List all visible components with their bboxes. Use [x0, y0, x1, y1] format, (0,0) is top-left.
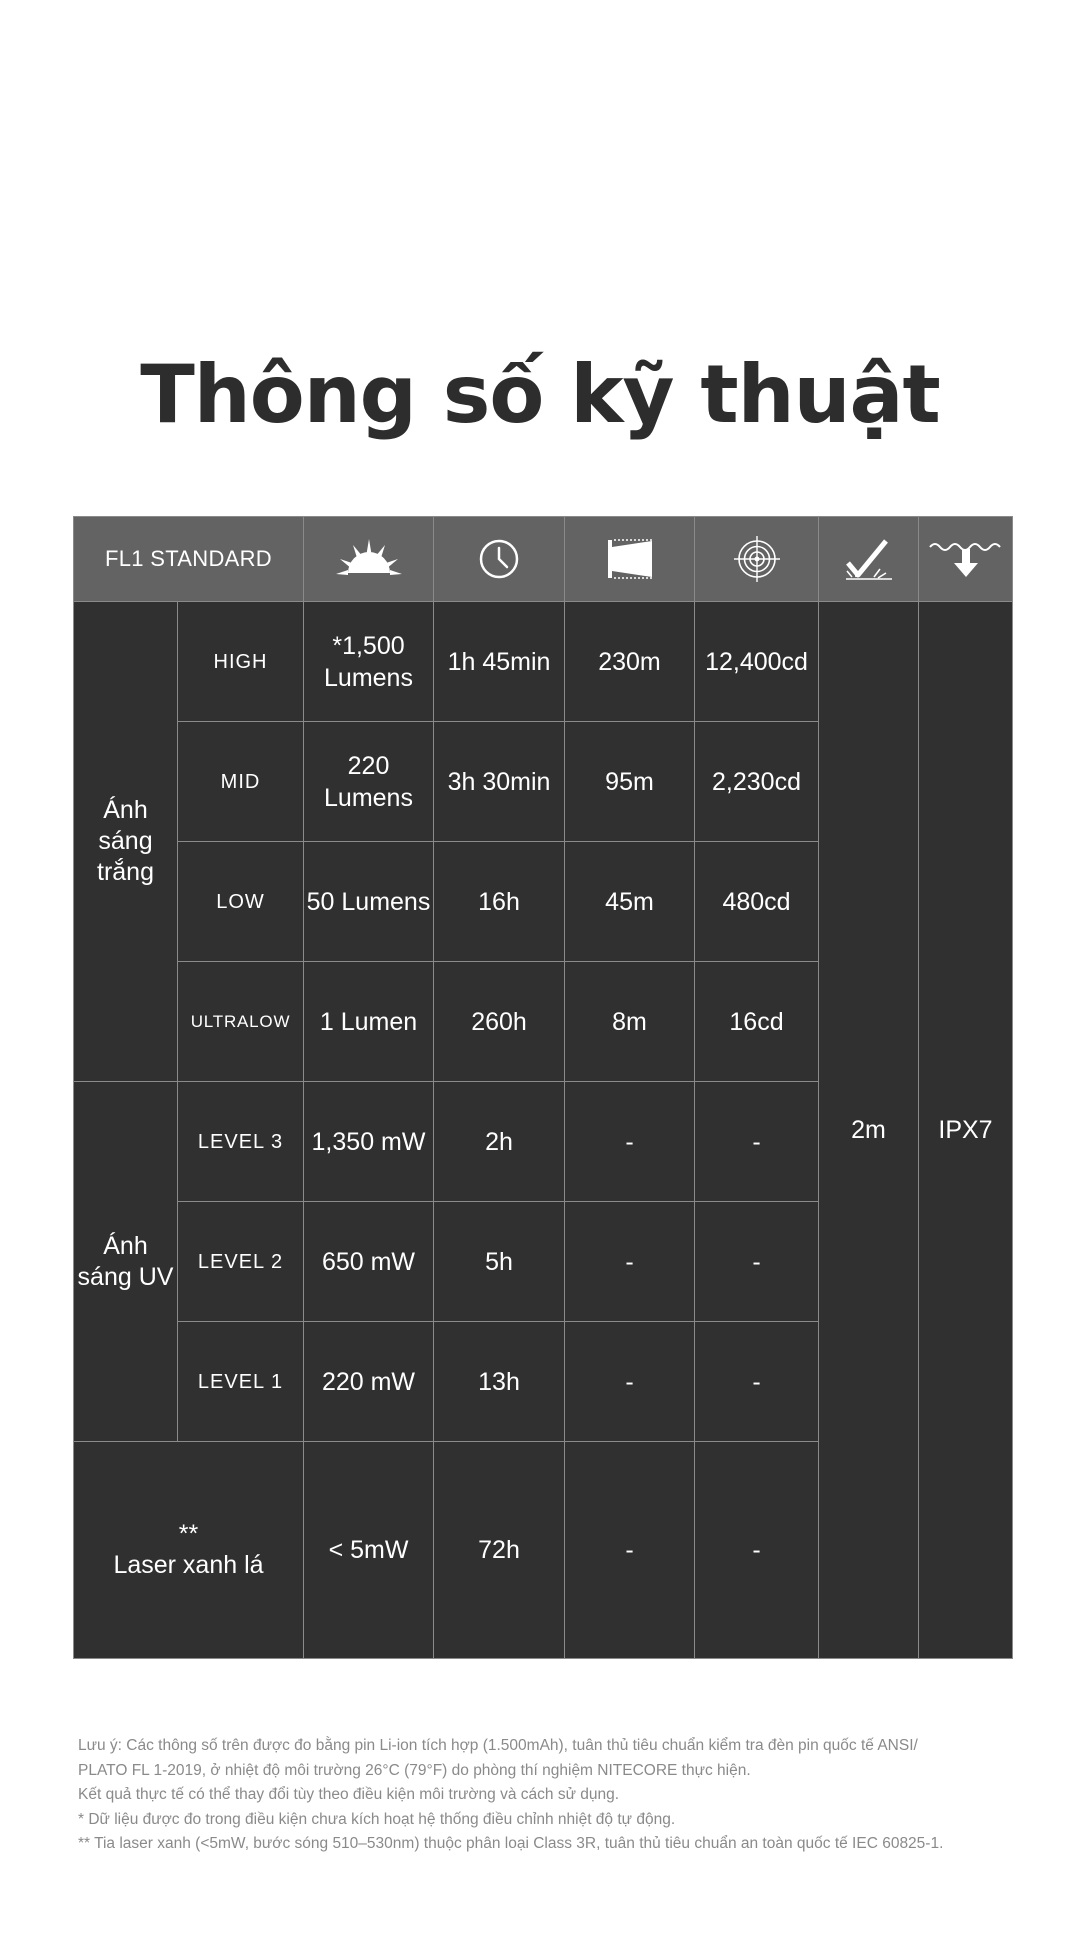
- runtime-clock-icon: [477, 537, 521, 581]
- distance-cell: -: [565, 1442, 695, 1659]
- mode-cell: MID: [178, 722, 304, 842]
- header-brightness: [304, 517, 434, 602]
- runtime-cell: 1h 45min: [434, 602, 565, 722]
- mode-cell: HIGH: [178, 602, 304, 722]
- distance-cell: 45m: [565, 842, 695, 962]
- mode-cell: LEVEL 3: [178, 1082, 304, 1202]
- table-row: [74, 602, 1013, 722]
- runtime-cell: 72h: [434, 1442, 565, 1659]
- runtime-cell: 3h 30min: [434, 722, 565, 842]
- note-line: * Dữ liệu được đo trong điều kiện chưa kích hoạt hệ thống điều chỉnh nhiệt độ tự động.: [78, 1810, 676, 1828]
- mode-cell: LOW: [178, 842, 304, 962]
- header-waterproof: [919, 517, 1013, 602]
- output-cell: 220 Lumens: [304, 722, 434, 842]
- header-peak-intensity: [695, 517, 819, 602]
- spec-table: [73, 516, 1012, 1659]
- intensity-cell: -: [695, 1082, 819, 1202]
- runtime-cell: 16h: [434, 842, 565, 962]
- footnotes: [78, 1734, 1038, 1857]
- header-impact-resistance: [819, 517, 919, 602]
- distance-cell: 230m: [565, 602, 695, 722]
- page-title: Thông số kỹ thuật: [140, 348, 940, 441]
- runtime-cell: 5h: [434, 1202, 565, 1322]
- mode-cell: LEVEL 2: [178, 1202, 304, 1322]
- intensity-cell: -: [695, 1442, 819, 1659]
- runtime-cell: 260h: [434, 962, 565, 1082]
- note-line: ** Tia laser xanh (<5mW, bước sóng 510–530nm) thuộc phân loại Class 3R, tuân thủ tiêu chuẩn an toàn quốc tế IEC 60825-1.: [78, 1835, 944, 1852]
- intensity-cell: -: [695, 1202, 819, 1322]
- laser-label: Laser xanh lá: [113, 1551, 264, 1579]
- distance-cell: 8m: [565, 962, 695, 1082]
- intensity-cell: 16cd: [695, 962, 819, 1082]
- intensity-cell: 12,400cd: [695, 602, 819, 722]
- waterproof-value: IPX7: [919, 602, 1013, 1659]
- group-green-laser: [74, 1442, 304, 1659]
- output-cell: *1,500 Lumens: [304, 602, 434, 722]
- group-white-light: Ánh sáng trắng: [74, 602, 178, 1082]
- mode-cell: ULTRALOW: [178, 962, 304, 1082]
- impact-resistance-value: 2m: [819, 602, 919, 1659]
- distance-cell: -: [565, 1322, 695, 1442]
- group-uv-light: Ánh sáng UV: [74, 1082, 178, 1442]
- header-model-label: FL1 STANDARD: [74, 517, 304, 602]
- runtime-cell: 2h: [434, 1082, 565, 1202]
- distance-cell: 95m: [565, 722, 695, 842]
- intensity-cell: 2,230cd: [695, 722, 819, 842]
- note-line: Lưu ý: Các thông số trên được đo bằng pin Li-ion tích hợp (1.500mAh), tuân thủ tiêu chuẩn kiểm tra đèn pin quốc tế ANSI/: [78, 1737, 918, 1754]
- brightness-icon: [334, 537, 404, 581]
- output-cell: 1 Lumen: [304, 962, 434, 1082]
- beam-distance-icon: [605, 537, 655, 581]
- output-cell: 220 mW: [304, 1322, 434, 1442]
- impact-resistance-icon: [844, 537, 894, 581]
- output-cell: < 5mW: [304, 1442, 434, 1659]
- note-line: Kết quả thực tế có thể thay đổi tùy theo điều kiện môi trường và cách sử dụng.: [78, 1786, 620, 1803]
- output-cell: 50 Lumens: [304, 842, 434, 962]
- intensity-cell: -: [695, 1322, 819, 1442]
- header-beam-distance: [565, 517, 695, 602]
- distance-cell: -: [565, 1082, 695, 1202]
- distance-cell: -: [565, 1202, 695, 1322]
- runtime-cell: 13h: [434, 1322, 565, 1442]
- intensity-cell: 480cd: [695, 842, 819, 962]
- table-header-row: [74, 517, 1013, 602]
- output-cell: 1,350 mW: [304, 1082, 434, 1202]
- mode-cell: LEVEL 1: [178, 1322, 304, 1442]
- laser-footnote-mark: **: [178, 1520, 199, 1548]
- header-runtime: [434, 517, 565, 602]
- peak-intensity-icon: [732, 534, 782, 584]
- output-cell: 650 mW: [304, 1202, 434, 1322]
- waterproof-icon: [926, 537, 1006, 581]
- note-line: PLATO FL 1-2019, ở nhiệt độ môi trường 26°C (79°F) do phòng thí nghiệm NITECORE thực hiện.: [78, 1761, 751, 1779]
